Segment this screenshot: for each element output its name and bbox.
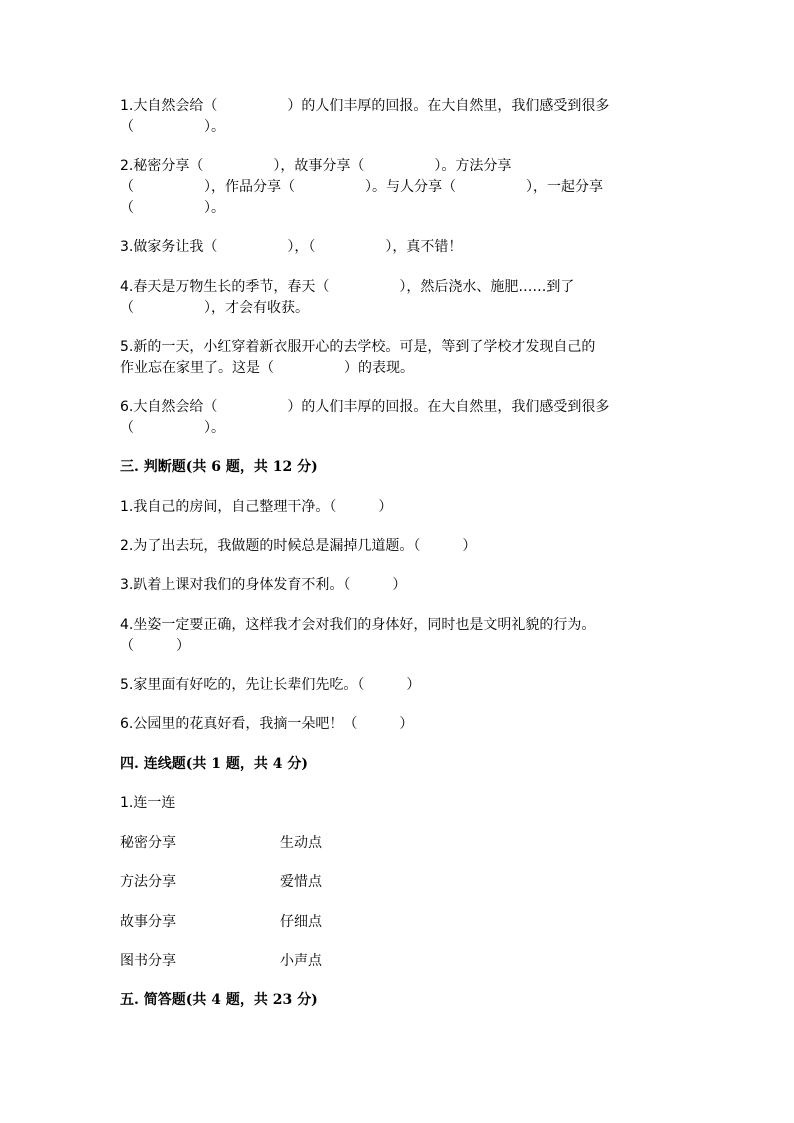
- fill-blank-q1-line1: 1.大自然会给（ ）的人们丰厚的回报。在大自然里，我们感受到很多: [120, 98, 610, 114]
- match-question: 1.连一连: [120, 795, 176, 811]
- judge-q2: 2.为了出去玩，我做题的时候总是漏掉几道题。（ ）: [120, 538, 477, 554]
- match-right-item: 仔细点: [280, 914, 322, 930]
- judge-q6: 6.公园里的花真好看，我摘一朵吧！（ ）: [120, 716, 414, 732]
- fill-blank-q6-line2: （ ）。: [120, 420, 225, 436]
- fill-blank-q5-line2: 作业忘在家里了。这是（ ）的表现。: [120, 360, 414, 376]
- judge-q3: 3.趴着上课对我们的身体发育不利。（ ）: [120, 577, 407, 593]
- match-left-item: 秘密分享: [120, 835, 176, 851]
- fill-blank-q2-line3: （ ）。: [120, 200, 225, 216]
- fill-blank-q1-line2: （ ）。: [120, 119, 225, 135]
- match-right-item: 爱惜点: [280, 874, 322, 890]
- judge-q5: 5.家里面有好吃的，先让长辈们先吃。（ ）: [120, 677, 421, 693]
- match-left-item: 故事分享: [120, 914, 176, 930]
- fill-blank-q2-line2: （ ），作品分享（ ）。与人分享（ ），一起分享: [120, 179, 603, 195]
- fill-blank-q4-line2: （ ），才会有收获。: [120, 300, 309, 316]
- section-3-title: 三. 判断题(共 6 题，共 12 分): [120, 459, 318, 475]
- match-left-item: 图书分享: [120, 953, 176, 969]
- judge-q1: 1.我自己的房间，自己整理干净。（ ）: [120, 499, 393, 515]
- section-5-title: 五. 简答题(共 4 题，共 23 分): [120, 992, 318, 1008]
- judge-q4-line2: （ ）: [120, 638, 190, 654]
- fill-blank-q4-line1: 4.春天是万物生长的季节，春天（ ），然后浇水、施肥……到了: [120, 279, 575, 295]
- fill-blank-q6-line1: 6.大自然会给（ ）的人们丰厚的回报。在大自然里，我们感受到很多: [120, 399, 610, 415]
- fill-blank-q2-line1: 2.秘密分享（ ），故事分享（ ）。方法分享: [120, 158, 512, 174]
- judge-q4-line1: 4.坐姿一定要正确，这样我才会对我们的身体好，同时也是文明礼貌的行为。: [120, 617, 596, 633]
- match-right-item: 小声点: [280, 953, 322, 969]
- section-4-title: 四. 连线题(共 1 题，共 4 分): [120, 756, 308, 772]
- match-left-item: 方法分享: [120, 874, 176, 890]
- fill-blank-q5-line1: 5.新的一天，小红穿着新衣服开心的去学校。可是，等到了学校才发现自己的: [120, 339, 596, 355]
- fill-blank-q3-line1: 3.做家务让我（ ），（ ），真不错！: [120, 239, 463, 255]
- match-right-item: 生动点: [280, 835, 322, 851]
